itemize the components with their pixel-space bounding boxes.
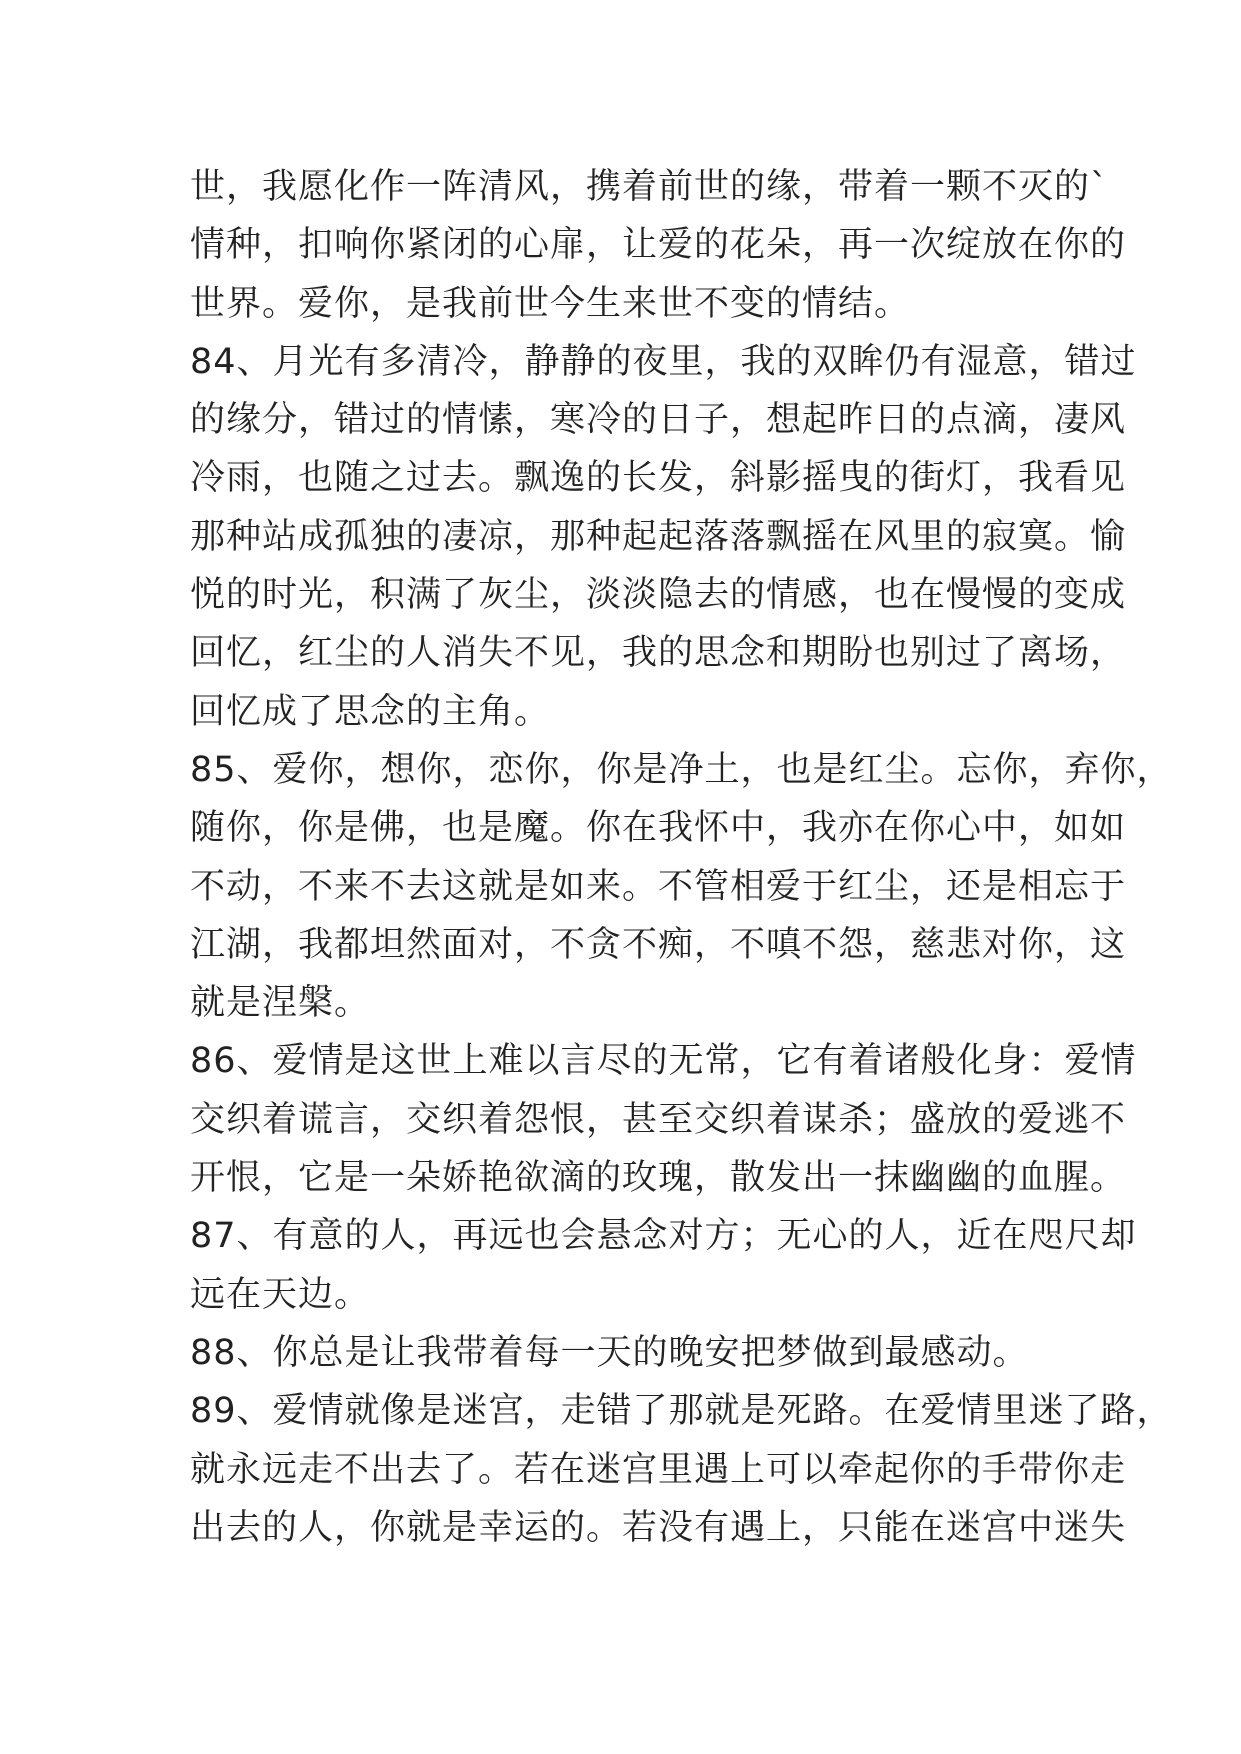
text-line: 不动，不来不去这就是如来。不管相爱于红尘，还是相忘于 [190,866,1127,907]
text-line: 开恨，它是一朵娇艳欲滴的玫瑰，散发出一抹幽幽的血腥。 [190,1158,1127,1199]
text-line: 江湖，我都坦然面对，不贪不痴，不嗔不怨，慈悲对你，这 [190,924,1127,965]
text-line: 就是涅槃。 [190,983,371,1024]
body-text [190,158,1173,1557]
text-line: 出去的人，你就是幸运的。若没有遇上，只能在迷宫中迷失 [190,1507,1127,1548]
text-line: 远在天边。 [190,1274,371,1315]
text-line: 87、有意的人，再远也会悬念对方；无心的人，近在咫尺却 [190,1216,1137,1257]
text-line: 86、爱情是这世上难以言尽的无常，它有着诸般化身：爱情 [190,1041,1137,1082]
text-line: 85、爱你，想你，恋你，你是净土，也是红尘。忘你，弃你， [190,749,1173,790]
text-line: 世界。爱你，是我前世今生来世不变的情结。 [190,283,911,324]
text-line: 悦的时光，积满了灰尘，淡淡隐去的情感，也在慢慢的变成 [190,575,1127,616]
text-line: 回忆，红尘的人消失不见，我的思念和期盼也别过了离场， [190,633,1127,674]
text-line: 那种站成孤独的凄凉，那种起起落落飘摇在风里的寂寞。愉 [190,516,1127,557]
text-line: 冷雨，也随之过去。飘逸的长发，斜影摇曳的街灯，我看见 [190,458,1127,499]
text-line: 89、爱情就像是迷宫，走错了那就是死路。在爱情里迷了路， [190,1391,1173,1432]
text-line: 交织着谎言，交织着怨恨，甚至交织着谋杀；盛放的爱逃不 [190,1099,1127,1140]
text-line: 的缘分，错过的情愫，寒冷的日子，想起昨日的点滴，凄风 [190,400,1127,441]
text-line: 就永远走不出去了。若在迷宫里遇上可以牵起你的手带你走 [190,1449,1127,1490]
text-line: 回忆成了思念的主角。 [190,691,551,732]
text-line: 88、你总是让我带着每一天的晚安把梦做到最感动。 [190,1332,1029,1373]
text-line: 随你，你是佛，也是魔。你在我怀中，我亦在你心中，如如 [190,808,1127,849]
text-line: 84、月光有多清冷，静静的夜里，我的双眸仍有湿意，错过 [190,341,1137,382]
text-line: 情种，扣响你紧闭的心扉，让爱的花朵，再一次绽放在你的 [190,225,1127,266]
text-line: 世，我愿化作一阵清风，携着前世的缘，带着一颗不灭的` [190,167,1109,207]
